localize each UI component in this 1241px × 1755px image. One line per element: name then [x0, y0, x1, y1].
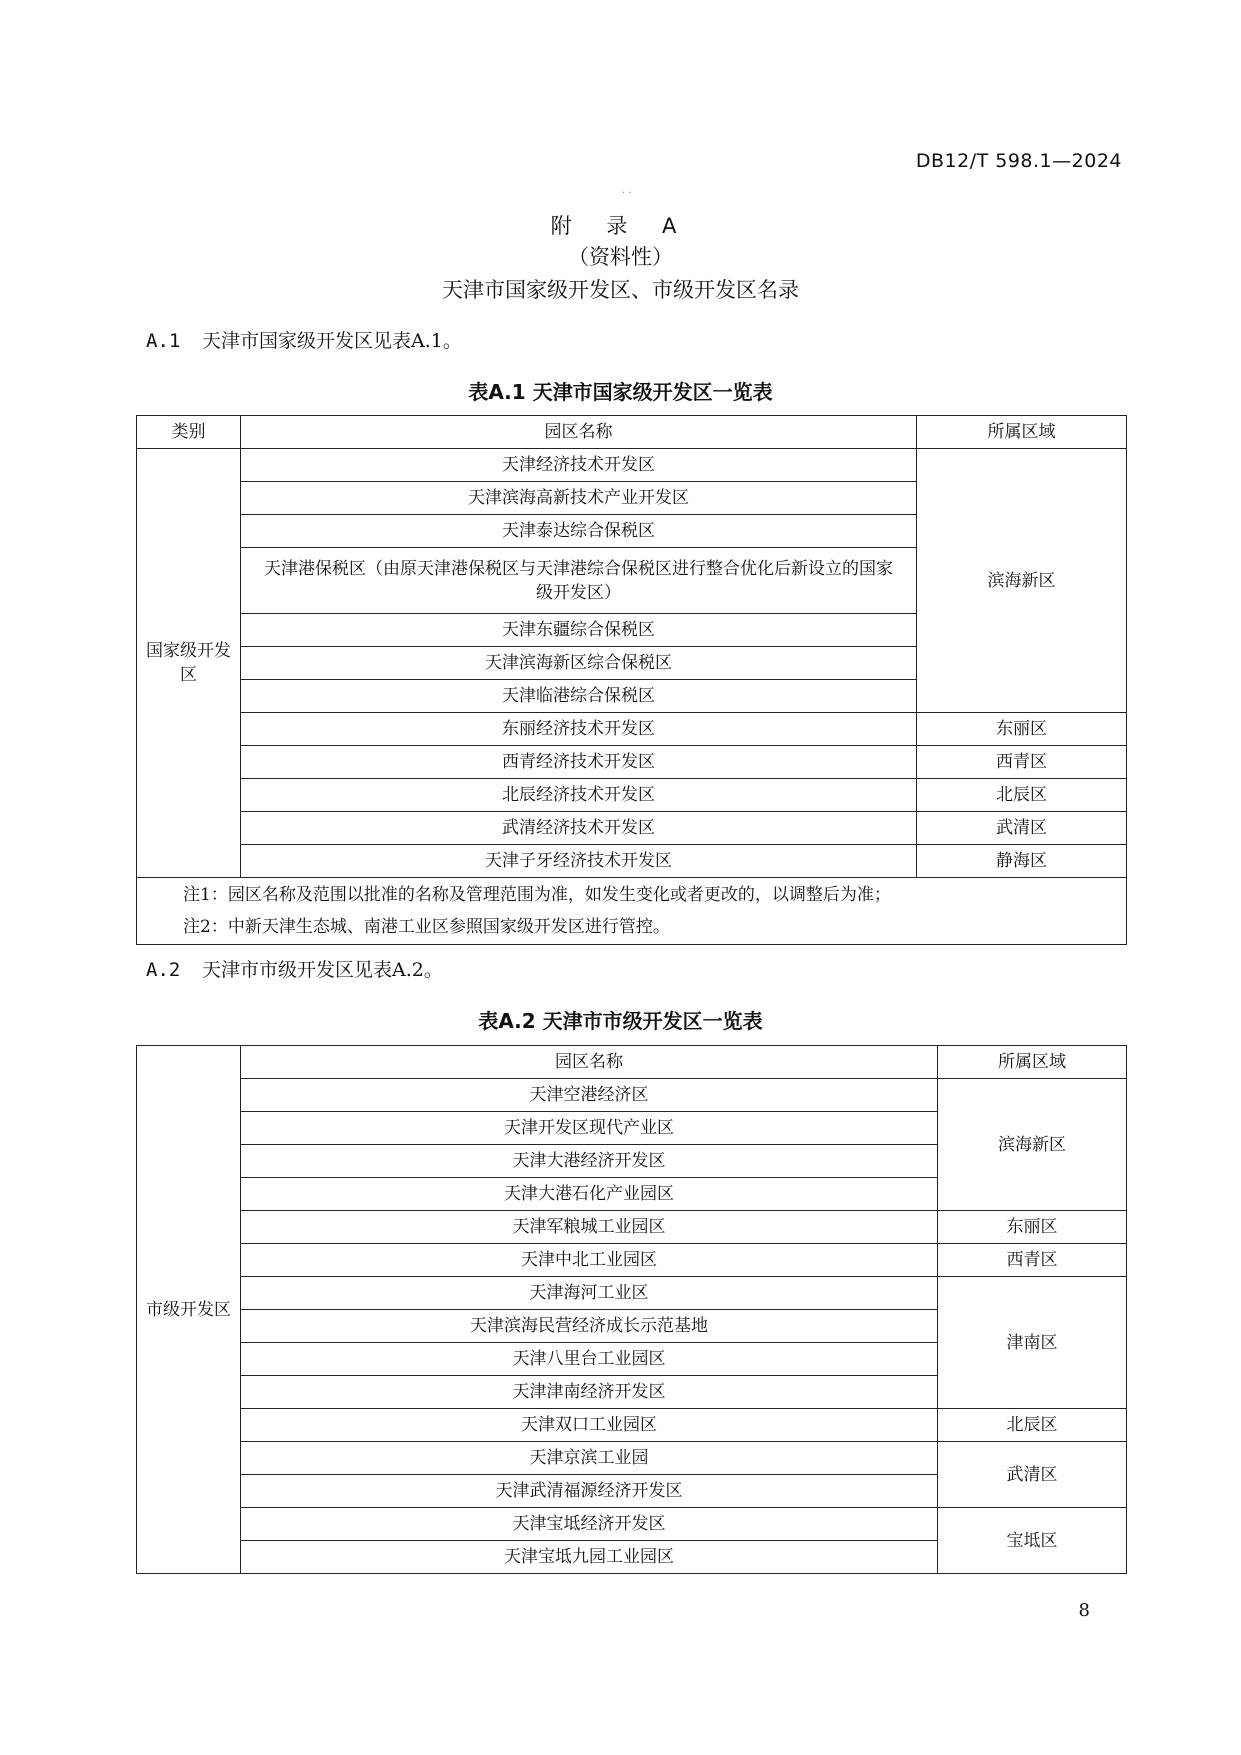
table-row: [137, 1277, 1127, 1310]
table-notes-row: [137, 878, 1127, 945]
paragraph-number: A.2: [146, 959, 181, 981]
table-row: [137, 779, 1127, 812]
paragraph-a2: [146, 955, 443, 982]
region-cell: 滨海新区: [917, 449, 1127, 713]
park-cell: 天津八里台工业园区: [241, 1343, 938, 1376]
park-cell: 东丽经济技术开发区: [241, 713, 917, 746]
park-cell: 天津军粮城工业园区: [241, 1211, 938, 1244]
park-cell: 天津津南经济开发区: [241, 1376, 938, 1409]
header-park-name: 园区名称: [241, 1046, 938, 1079]
page-number: 8: [1078, 1600, 1090, 1621]
park-cell: 天津开发区现代产业区: [241, 1112, 938, 1145]
table-row: [137, 1211, 1127, 1244]
region-cell: 宝坻区: [938, 1508, 1127, 1574]
region-cell: 东丽区: [938, 1211, 1127, 1244]
park-cell: 天津大港石化产业园区: [241, 1178, 938, 1211]
region-cell: 武清区: [938, 1442, 1127, 1508]
park-cell: 天津武清福源经济开发区: [241, 1475, 938, 1508]
table-row: [137, 746, 1127, 779]
park-cell: 天津空港经济区: [241, 1079, 938, 1112]
park-cell: 武清经济技术开发区: [241, 812, 917, 845]
category-cell: 国家级开发区: [137, 449, 241, 878]
header-category: 类别: [137, 416, 241, 449]
note-1: 注1：园区名称及范围以批准的名称及管理范围为准，如发生变化或者更改的，以调整后为准；: [183, 885, 891, 905]
header-park-name: 园区名称: [241, 416, 917, 449]
park-cell: 天津宝坻经济开发区: [241, 1508, 938, 1541]
table-notes: [137, 878, 1127, 945]
appendix-subtitle: （资料性）: [568, 245, 673, 269]
region-cell: 西青区: [938, 1244, 1127, 1277]
table-row: [137, 812, 1127, 845]
table-a2-title: 表A.2 天津市市级开发区一览表: [478, 1009, 763, 1033]
park-cell: 天津滨海高新技术产业开发区: [241, 482, 917, 515]
park-cell: 天津滨海民营经济成长示范基地: [241, 1310, 938, 1343]
paragraph-number: A.1: [146, 330, 181, 352]
table-a1: [136, 415, 1127, 945]
paragraph-text: 天津市市级开发区见表A.2。: [202, 959, 443, 981]
park-cell: 天津宝坻九园工业园区: [241, 1541, 938, 1574]
park-cell: 天津大港经济开发区: [241, 1145, 938, 1178]
table-a2: [136, 1045, 1127, 1574]
table-a1-title: 表A.1 天津市国家级开发区一览表: [468, 380, 773, 404]
table-header-row: [137, 416, 1127, 449]
park-cell: 天津东疆综合保税区: [241, 614, 917, 647]
table-row: [137, 1442, 1127, 1475]
region-cell: 北辰区: [917, 779, 1127, 812]
decorative-dots: · ·: [622, 188, 632, 199]
table-row: [137, 1508, 1127, 1541]
appendix-title: 附 录 A: [550, 214, 691, 238]
table-row: [137, 1046, 1127, 1079]
table-row: [137, 1244, 1127, 1277]
region-cell: 西青区: [917, 746, 1127, 779]
category-cell: 市级开发区: [137, 1046, 241, 1574]
table-row: [137, 1079, 1127, 1112]
park-cell: 天津滨海新区综合保税区: [241, 647, 917, 680]
table-row: [137, 449, 1127, 482]
appendix-name: 天津市国家级开发区、市级开发区名录: [442, 278, 799, 302]
paragraph-a1: [146, 326, 462, 353]
region-cell: 津南区: [938, 1277, 1127, 1409]
header-region: 所属区域: [938, 1046, 1127, 1079]
park-cell: 天津京滨工业园: [241, 1442, 938, 1475]
park-cell: 天津子牙经济技术开发区: [241, 845, 917, 878]
table-row: [137, 845, 1127, 878]
paragraph-text: 天津市国家级开发区见表A.1。: [202, 330, 462, 352]
note-2: 注2：中新天津生态城、南港工业区参照国家级开发区进行管控。: [183, 917, 670, 937]
document-code: DB12/T 598.1—2024: [915, 150, 1122, 172]
park-cell: 天津中北工业园区: [241, 1244, 938, 1277]
park-cell: 天津双口工业园区: [241, 1409, 938, 1442]
region-cell: 武清区: [917, 812, 1127, 845]
park-cell: 天津泰达综合保税区: [241, 515, 917, 548]
park-cell: 西青经济技术开发区: [241, 746, 917, 779]
table-row: [137, 1409, 1127, 1442]
region-cell: 滨海新区: [938, 1079, 1127, 1211]
region-cell: 静海区: [917, 845, 1127, 878]
park-cell: 天津海河工业区: [241, 1277, 938, 1310]
table-row: [137, 713, 1127, 746]
region-cell: 北辰区: [938, 1409, 1127, 1442]
region-cell: 东丽区: [917, 713, 1127, 746]
park-cell: 北辰经济技术开发区: [241, 779, 917, 812]
park-cell: 天津经济技术开发区: [241, 449, 917, 482]
park-cell: 天津港保税区（由原天津港保税区与天津港综合保税区进行整合优化后新设立的国家级开发区）: [241, 548, 917, 614]
header-region: 所属区域: [917, 416, 1127, 449]
park-cell: 天津临港综合保税区: [241, 680, 917, 713]
